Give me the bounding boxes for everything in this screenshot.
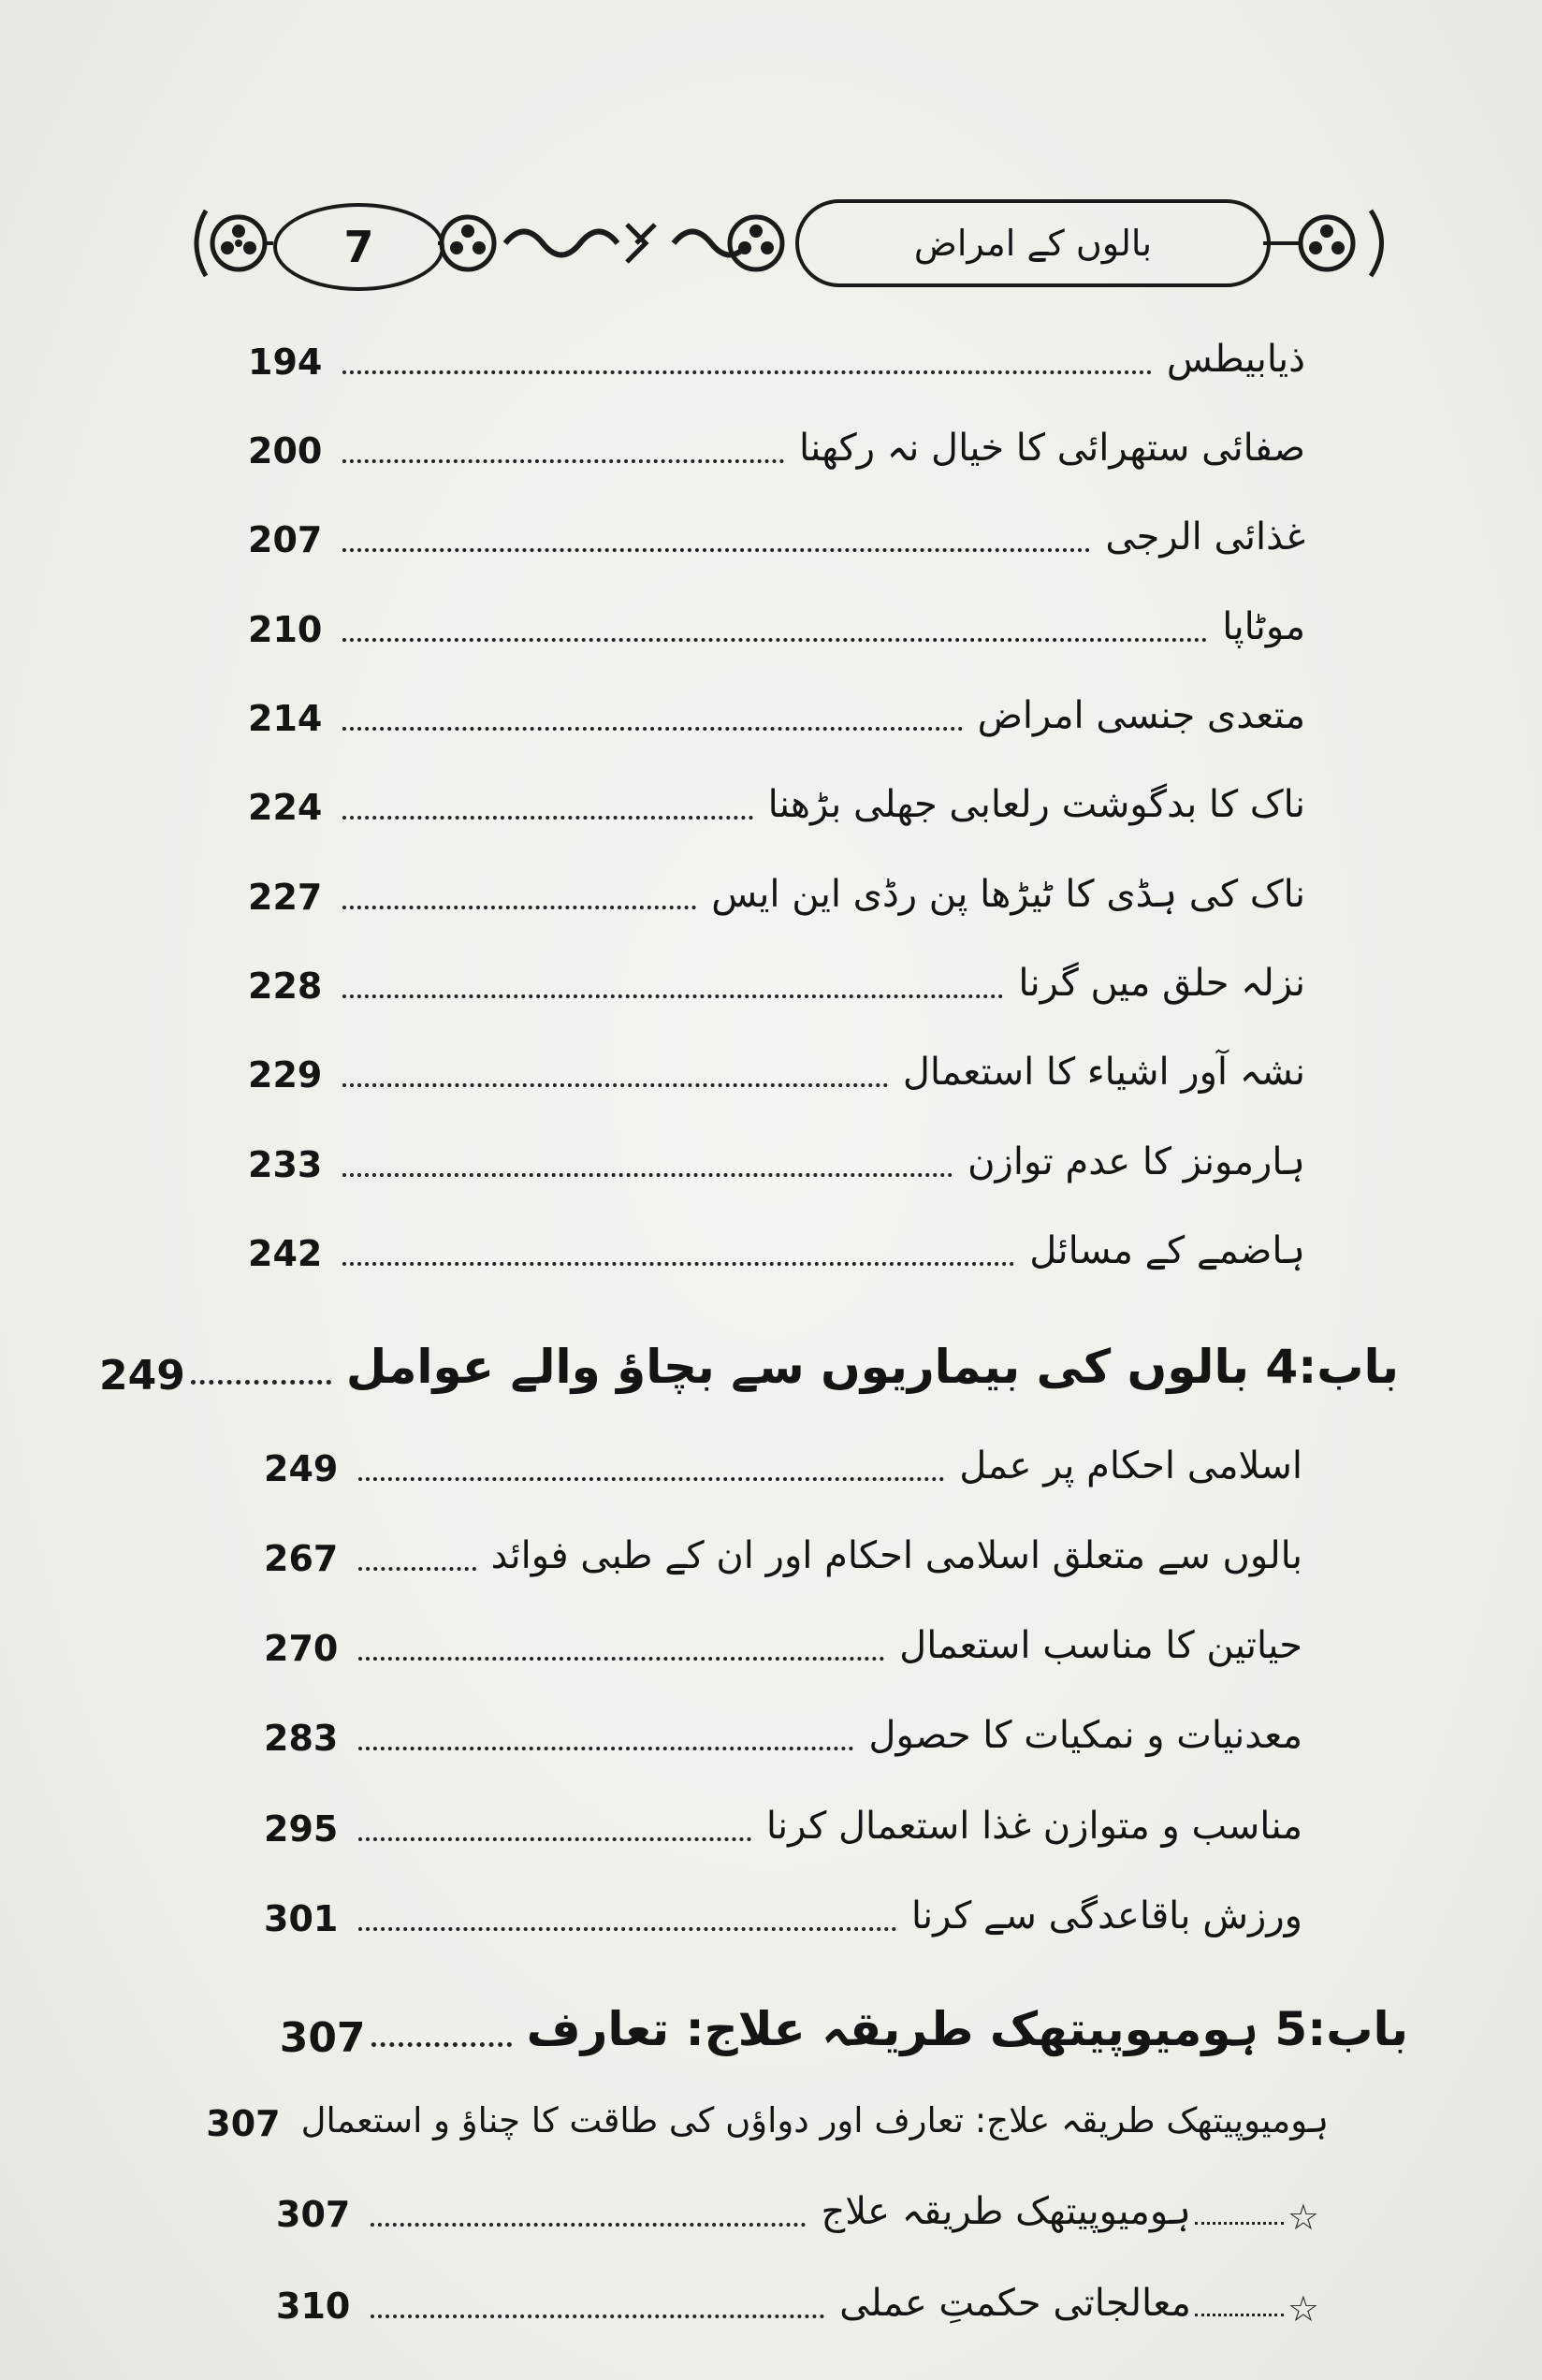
dot-leader <box>358 1566 476 1571</box>
toc-entry[interactable] <box>248 1212 1305 1277</box>
toc-entry-title: ذیابیطس <box>1166 338 1305 381</box>
toc-entry[interactable] <box>264 1696 1302 1762</box>
toc-entry-page: 295 <box>264 1808 339 1850</box>
toc-entry-page: 249 <box>264 1448 339 1489</box>
toc-entry[interactable] <box>248 320 1305 385</box>
dot-leader <box>371 2314 824 2318</box>
toc-entry[interactable] <box>248 498 1305 563</box>
toc-entry[interactable] <box>248 409 1305 474</box>
dot-leader <box>342 1082 888 1087</box>
toc-entry-title: ہومیوپیتھک طریقہ علاج: تعارف اور دواؤں کی طاقت کا چناؤ و استعمال <box>300 2100 1329 2141</box>
toc-entry-title: موٹاپا <box>1222 605 1305 648</box>
dot-leader <box>358 1656 884 1661</box>
dot-leader <box>342 637 1207 642</box>
toc-entry-page: 214 <box>248 698 323 739</box>
toc-entry[interactable] <box>248 588 1305 653</box>
dot-leader <box>358 1836 751 1841</box>
dot-leader <box>342 1172 953 1177</box>
toc-entry-title: اسلامی احکام پر عمل <box>959 1444 1302 1488</box>
dot-leader <box>1195 2221 1284 2225</box>
dot-leader <box>358 1746 853 1750</box>
dot-leader <box>342 905 696 909</box>
toc-entry-title: صفائی ستھرائی کا خیال نہ رکھنا <box>798 427 1305 470</box>
toc-entry-page: 194 <box>248 341 323 383</box>
toc-entry[interactable] <box>248 765 1305 831</box>
toc-entry[interactable] <box>248 1033 1305 1098</box>
toc-entry-title: بالوں سے متعلق اسلامی احکام اور ان کے طبی فوائد <box>490 1534 1302 1577</box>
toc-entry[interactable] <box>248 676 1305 742</box>
dot-leader <box>342 1261 1014 1266</box>
chapter-page: 307 <box>279 2014 366 2062</box>
toc-entry-title: ناک کی ہڈی کا ٹیڑھا پن رڈی این ایس <box>711 873 1305 916</box>
toc-entry-page: 233 <box>248 1144 323 1185</box>
dot-leader <box>371 2041 512 2047</box>
star-icon: ☆ <box>1287 2197 1319 2238</box>
dot-leader <box>358 1926 896 1931</box>
toc-entry[interactable] <box>248 855 1305 921</box>
page-number: 7 <box>273 203 444 291</box>
toc-entry[interactable] <box>248 1123 1305 1188</box>
dot-leader <box>342 458 784 463</box>
toc-entry-title: ہومیوپیتھک طریقہ علاج <box>821 2190 1191 2233</box>
toc-entry-title: ہارمونز کا عدم توازن <box>967 1140 1305 1183</box>
toc-entry[interactable] <box>264 1877 1302 1942</box>
toc-entry-page: 229 <box>248 1054 323 1096</box>
toc-entry-page: 242 <box>248 1233 323 1274</box>
dot-leader <box>342 815 753 820</box>
dot-leader <box>342 994 1003 998</box>
dot-leader <box>358 1476 944 1481</box>
dot-leader <box>371 2222 806 2227</box>
toc-entry-page: 307 <box>206 2103 281 2144</box>
chapter-title: باب:5 ہومیوپیتھک طریقہ علاج: تعارف <box>526 2002 1408 2056</box>
toc-entry-title: نزلہ حلق میں گرنا <box>1018 962 1305 1005</box>
dot-leader <box>342 726 963 731</box>
toc-entry-page: 210 <box>248 609 323 650</box>
toc-entry[interactable] <box>276 2172 1319 2238</box>
running-title: بالوں کے امراض <box>795 199 1271 287</box>
toc-entry-page: 267 <box>264 1538 339 1579</box>
toc-entry[interactable] <box>264 1787 1302 1852</box>
toc-entry-page: 200 <box>248 430 323 472</box>
chapter-page: 249 <box>98 1352 185 1400</box>
chapter-title: باب:4 بالوں کی بیماریوں سے بچاؤ والے عوامل <box>345 1340 1399 1394</box>
toc-entry-title: ناک کا بدگوشت رلعابی جھلی بڑھنا <box>767 783 1305 826</box>
dot-leader <box>1195 2313 1284 2316</box>
toc-entry-page: 228 <box>248 965 323 1007</box>
toc-entry[interactable] <box>276 2264 1319 2329</box>
toc-entry-title: متعدی جنسی امراض <box>977 694 1305 737</box>
toc-entry-title: غذائی الرجی <box>1105 515 1305 559</box>
toc-entry-page: 207 <box>248 519 323 560</box>
toc-entry-page: 283 <box>264 1718 339 1759</box>
toc-entry[interactable] <box>248 944 1305 1009</box>
dot-leader <box>191 1379 331 1385</box>
toc-entry-title: حیاتین کا مناسب استعمال <box>899 1624 1302 1667</box>
toc-entry-title: معدنیات و نمکیات کا حصول <box>868 1714 1302 1757</box>
toc-entry-page: 270 <box>264 1628 339 1669</box>
dot-leader <box>342 370 1152 374</box>
toc-entry-page: 227 <box>248 877 323 918</box>
chapter-heading[interactable] <box>279 1981 1408 2062</box>
dot-leader <box>342 547 1090 552</box>
toc-entry-title: نشہ آور اشیاء کا استعمال <box>902 1051 1305 1094</box>
toc-entry[interactable] <box>264 1517 1302 1582</box>
star-icon: ☆ <box>1287 2288 1319 2329</box>
toc-entry-title: معالجاتی حکمتِ عملی <box>839 2282 1191 2325</box>
toc-entry-page: 301 <box>264 1898 339 1939</box>
toc-entry-title: مناسب و متوازن غذا استعمال کرنا <box>765 1805 1302 1848</box>
toc-entry-title: ورزش باقاعدگی سے کرنا <box>910 1894 1302 1937</box>
toc-entry-page: 224 <box>248 787 323 828</box>
toc-entry-page: 307 <box>276 2194 351 2235</box>
toc-entry[interactable] <box>206 2082 1329 2147</box>
chapter-heading[interactable] <box>98 1319 1399 1400</box>
toc-entry-page: 310 <box>276 2286 351 2327</box>
toc-entry[interactable] <box>264 1606 1302 1672</box>
toc-entry[interactable] <box>264 1427 1302 1492</box>
toc-entry-title: ہاضمے کے مسائل <box>1029 1229 1305 1272</box>
